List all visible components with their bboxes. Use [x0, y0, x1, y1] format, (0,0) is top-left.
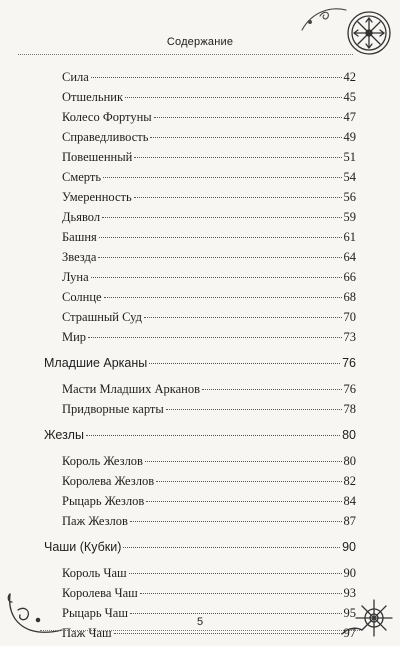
toc-entry-title: Солнце: [62, 290, 102, 304]
toc-entry-row[interactable]: [62, 626, 356, 646]
toc-entry-page: 84: [343, 494, 356, 508]
dot-leader: [130, 521, 342, 522]
toc-entry-title: Умеренность: [62, 190, 132, 204]
toc-entry-page: 82: [343, 474, 356, 488]
toc-entry-row[interactable]: [62, 514, 356, 534]
toc-entry-page: 45: [343, 90, 356, 104]
toc-entry-title: Паж Жезлов: [62, 514, 128, 528]
toc-entry-page: 51: [343, 150, 356, 164]
toc-entry-row[interactable]: [62, 474, 356, 494]
dot-leader: [140, 593, 342, 594]
toc-entry-title: Дьявол: [62, 210, 101, 224]
toc-section-page: 80: [342, 428, 356, 442]
dot-leader: [202, 389, 342, 390]
toc-section-title: Чаши (Кубки): [44, 540, 122, 554]
dot-leader: [99, 237, 342, 238]
toc-entry-title: Повешенный: [62, 150, 133, 164]
toc-entry-row[interactable]: [62, 454, 356, 474]
dot-leader: [91, 277, 342, 278]
toc-entry-title: Король Жезлов: [62, 454, 143, 468]
toc-entry-page: 78: [343, 402, 356, 416]
toc-entry-page: 54: [343, 170, 356, 184]
toc-entry-row[interactable]: [62, 250, 356, 270]
toc-entry-page: 42: [343, 70, 356, 84]
dot-leader: [149, 363, 340, 364]
dot-leader: [134, 197, 342, 198]
dot-leader: [91, 77, 342, 78]
toc-entry-row[interactable]: [62, 586, 356, 606]
toc-entry-row[interactable]: [62, 70, 356, 90]
toc-entry-row[interactable]: [62, 150, 356, 170]
toc-entry-title: Отшельник: [62, 90, 124, 104]
footer-divider: [40, 630, 360, 631]
toc-entry-page: 93: [343, 586, 356, 600]
dot-leader: [129, 573, 342, 574]
toc-entry-page: 76: [343, 382, 356, 396]
toc-entry-title: Звезда: [62, 250, 97, 264]
toc-entry-row[interactable]: [62, 210, 356, 230]
page-number: 5: [196, 616, 204, 628]
dot-leader: [102, 217, 341, 218]
toc-entry-page: 95: [343, 606, 356, 620]
toc-section-title: Жезлы: [44, 428, 84, 442]
toc-entry-title: Масти Младших Арканов: [62, 382, 200, 396]
toc-entry-title: Страшный Суд: [62, 310, 142, 324]
toc-entry-page: 90: [343, 566, 356, 580]
toc-entry-page: 87: [343, 514, 356, 528]
toc-entry-page: 59: [343, 210, 356, 224]
dot-leader: [114, 633, 342, 634]
dot-leader: [166, 409, 342, 410]
toc-entry-row[interactable]: [62, 270, 356, 290]
toc-entry-row[interactable]: [62, 110, 356, 130]
dot-leader: [156, 481, 341, 482]
toc-section-page: 90: [342, 540, 356, 554]
dot-leader: [154, 117, 342, 118]
toc-entry-title: Мир: [62, 330, 87, 344]
dot-leader: [88, 337, 341, 338]
dot-leader: [103, 177, 341, 178]
dot-leader: [123, 547, 340, 548]
toc-entry-row[interactable]: [62, 330, 356, 350]
toc-entry-row[interactable]: [62, 566, 356, 586]
toc-entry-row[interactable]: [62, 130, 356, 150]
toc-entry-title: Сила: [62, 70, 89, 84]
toc-entry-title: Справедливость: [62, 130, 149, 144]
toc-section-row[interactable]: [44, 428, 356, 448]
toc-entry-page: 73: [343, 330, 356, 344]
toc-entry-title: Колесо Фортуны: [62, 110, 152, 124]
toc-entry-title: Король Чаш: [62, 566, 127, 580]
toc-entry-title: Придворные карты: [62, 402, 164, 416]
toc-entry-page: 49: [343, 130, 356, 144]
toc-entry-page: 64: [343, 250, 356, 264]
toc-entry-page: 47: [343, 110, 356, 124]
toc-entry-title: Королева Жезлов: [62, 474, 155, 488]
toc-entry-page: 80: [343, 454, 356, 468]
toc-entry-page: 61: [343, 230, 356, 244]
toc-entry-title: Смерть: [62, 170, 102, 184]
dot-leader: [144, 317, 342, 318]
toc-section-row[interactable]: [44, 540, 356, 560]
dot-leader: [130, 613, 342, 614]
toc-entry-page: 68: [343, 290, 356, 304]
toc-entry-row[interactable]: [62, 402, 356, 422]
toc-entry-title: Рыцарь Чаш: [62, 606, 128, 620]
toc-entry-page: 97: [343, 626, 356, 640]
toc-entry-row[interactable]: [62, 310, 356, 330]
toc-entry-row[interactable]: [62, 190, 356, 210]
dot-leader: [150, 137, 341, 138]
dot-leader: [86, 435, 340, 436]
dot-leader: [98, 257, 341, 258]
toc-entry-row[interactable]: [62, 290, 356, 310]
dot-leader: [134, 157, 341, 158]
toc-section-row[interactable]: [44, 356, 356, 376]
toc-entry-title: Королева Чаш: [62, 586, 138, 600]
toc-entry-row[interactable]: [62, 382, 356, 402]
toc-entry-row[interactable]: [62, 90, 356, 110]
toc-entry-title: Луна: [62, 270, 89, 284]
toc-entry-row[interactable]: [62, 230, 356, 250]
toc-section-title: Младшие Арканы: [44, 356, 148, 370]
page-header-title: Содержание: [166, 36, 234, 48]
toc-section-page: 76: [342, 356, 356, 370]
toc-entry-row[interactable]: [62, 494, 356, 514]
toc-entry-page: 70: [343, 310, 356, 324]
toc-entry-page: 66: [343, 270, 356, 284]
toc-entry-row[interactable]: [62, 170, 356, 190]
toc-entry-title: Башня: [62, 230, 97, 244]
dot-leader: [104, 297, 342, 298]
toc-entry-page: 56: [343, 190, 356, 204]
dot-leader: [125, 97, 341, 98]
swirl-ornament-bottom-left-icon: [4, 590, 64, 640]
dot-leader: [146, 501, 341, 502]
dot-leader: [145, 461, 342, 462]
toc-entry-title: Паж Чаш: [62, 626, 112, 640]
toc-entry-title: Рыцарь Жезлов: [62, 494, 145, 508]
